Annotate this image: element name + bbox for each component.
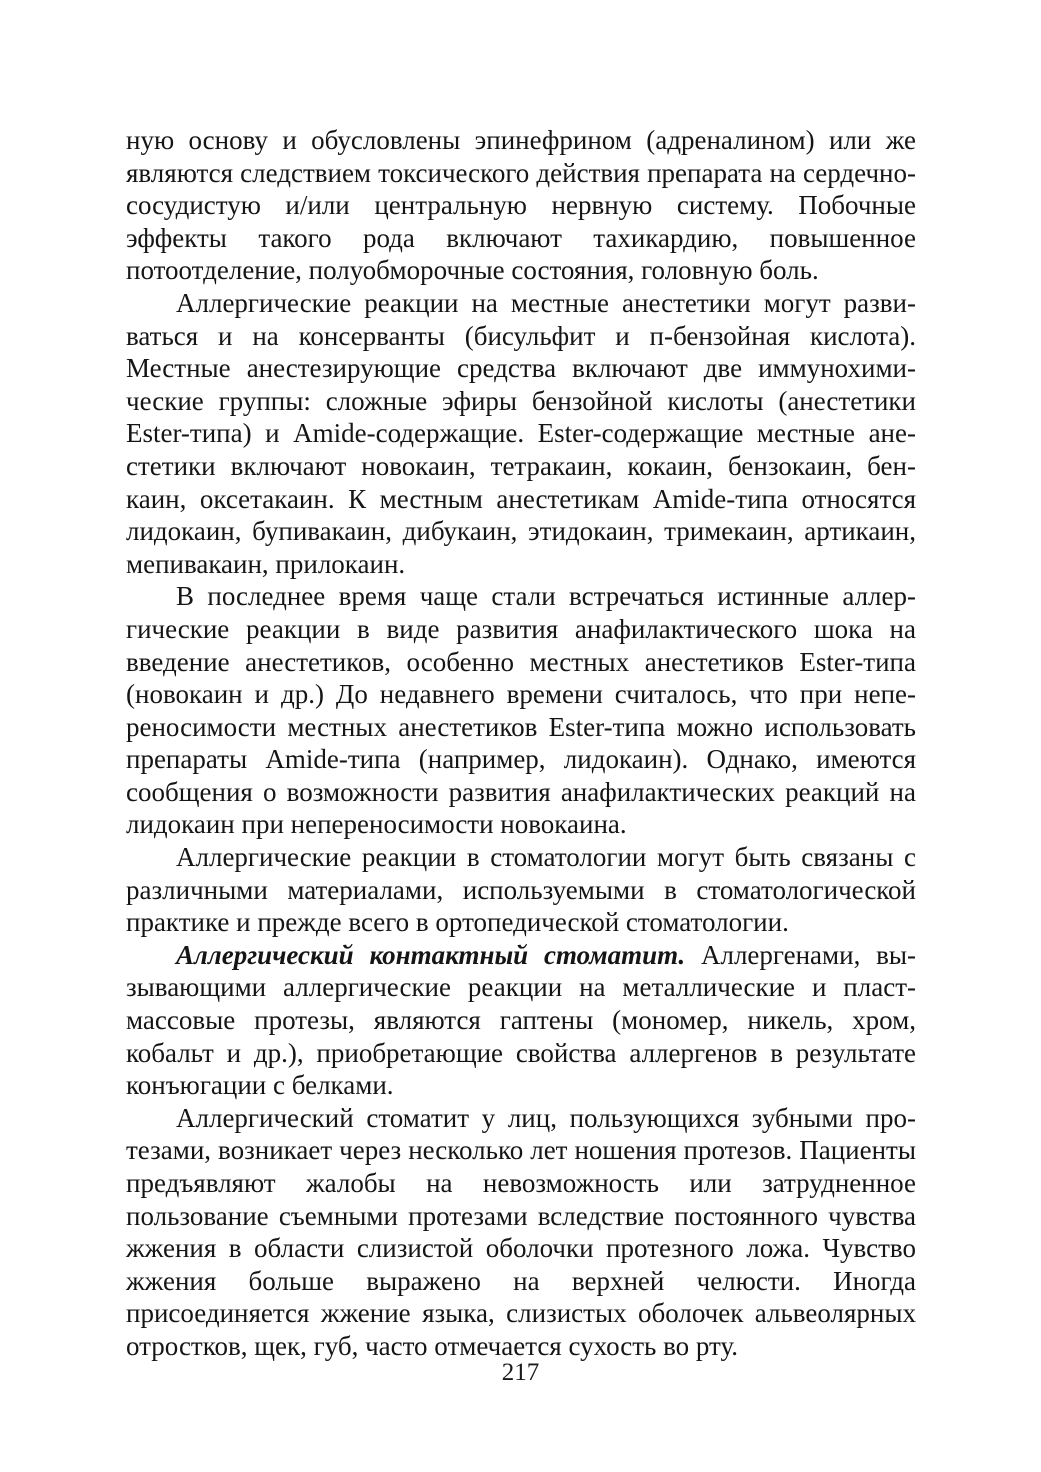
paragraph-text: Аллергенами, вызывающими аллергические реакции на металлические и пластмассовые протезы, являются гаптены (мономер, никель, хром, кобальт и др.), приобретающие свойства аллергенов в результате конъюгации с белками. <box>126 939 916 1101</box>
body-text <box>126 124 916 1363</box>
paragraph-text: В последнее время чаще стали встречаться истинные аллергические реакции в виде развития анафилактического шока на введение анестетиков, особенно местных анестетиков Ester-типа (новокаин и др.) До недавнего времени считалось, что при непереносимости местных анестетиков Ester-типа можно использовать препараты Amide-типа (например, лидокаин). Однако, имеются сообщения о возможности развития анафилактических реакций на лидокаин при непереносимости новокаина. <box>126 581 916 840</box>
paragraph-dental-materials <box>126 841 916 939</box>
paragraph-text: Аллергические реакции на местные анестетики могут развиваться и на консерванты (бисульфит и п-бензойная кислота). Местные анестезирующие средства включают две иммунохимические группы: сложные эфиры бензойной кислоты (анестетики Ester-типа) и Amide-содержащие. Ester-содержащие местные анестетики включают новокаин, тетракаин, кокаин, бензокаин, бенкаин, оксетакаин. К местным анестетикам Amide-типа относятся лидокаин, бупивакаин, дибукаин, этидокаин, тримекаин, артикаин, мепивакаин, прилокаин. <box>126 287 916 579</box>
paragraph-text: ную основу и обусловлены эпинефрином (адреналином) или же являются следствием токсического действия препарата на сердечно-сосудистую и/или центральную нервную систему. Побочные эффекты такого рода включают тахикардию, повышенное потоотделение, полуобморочные состояния, головную боль. <box>126 125 916 286</box>
section-heading: Аллергический контактный стоматит. <box>176 939 686 970</box>
paragraph-text: Аллергические реакции в стоматологии могут быть связаны с различными материалами, используемыми в стоматологической практике и прежде всего в ортопедической стоматологии. <box>126 842 916 938</box>
paragraph-local-anesthetics <box>126 287 916 580</box>
paragraph-contact-stomatitis <box>126 939 916 1102</box>
paragraph-text: Аллергический стоматит у лиц, пользующихся зубными протезами, возникает через несколько лет ношения протезов. Пациенты предъявляют жалобы на невозможность или затрудненное пользование съемными протезами вследствие постоянного чувства жжения в области слизистой оболочки протезного ложа. Чувство жжения больше выражено на верхней челюсти. Иногда присоединяется жжение языка, слизистых оболочек альвеолярных отростков, щек, губ, часто отмечается сухость во рту. <box>126 1102 916 1361</box>
paragraph-continuation <box>126 124 916 287</box>
paragraph-denture-stomatitis <box>126 1102 916 1363</box>
paragraph-anaphylaxis <box>126 580 916 841</box>
page-number: 217 <box>501 1359 540 1386</box>
